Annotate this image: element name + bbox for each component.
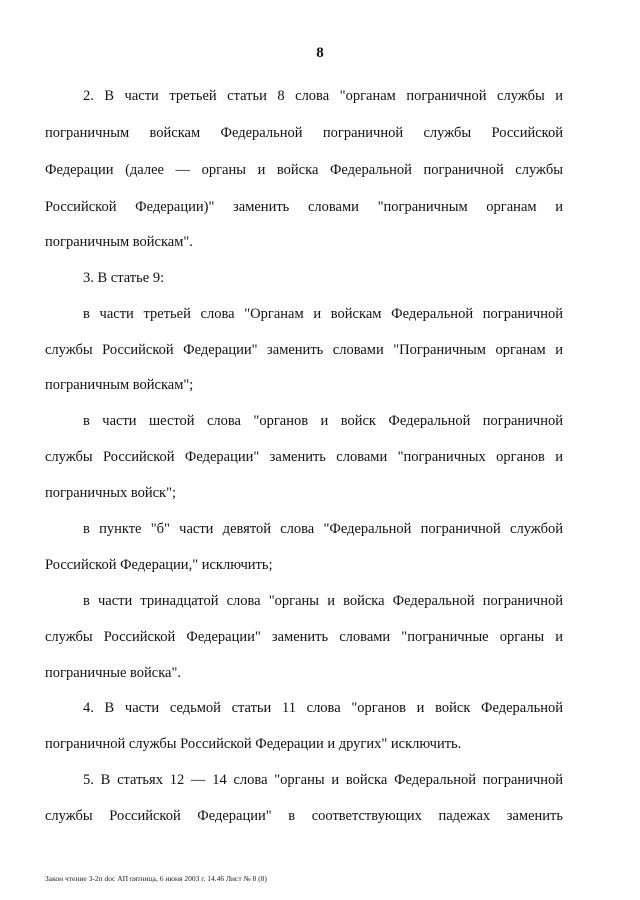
text-line: Российской Федерации)" заменить словами "пограничным органам и <box>45 199 563 215</box>
text-line: 4. В части седьмой статьи 11 слова "органов и войск Федеральной <box>83 700 563 716</box>
text-line: в части третьей слова "Органам и войскам Федеральной пограничной <box>83 306 563 322</box>
text-line: 3. В статье 9: <box>83 270 165 286</box>
text-line: Российской Федерации," исключить; <box>45 557 273 573</box>
document-footer: Закон чтение 3-2п doc АП пятница, 6 июня 2003 г. 14.46 Лист № 8 (8) <box>45 874 267 883</box>
text-line: службы Российской Федерации" заменить словами "Пограничным органам и <box>45 342 563 358</box>
page-number: 8 <box>316 45 324 61</box>
text-line: в пункте "б" части девятой слова "Федеральной пограничной службой <box>83 521 563 537</box>
text-line: в части шестой слова "органов и войск Федеральной пограничной <box>83 413 563 429</box>
text-line: пограничных войск"; <box>45 485 177 501</box>
text-line: 2. В части третьей статьи 8 слова "органам пограничной службы и <box>83 88 563 104</box>
text-line: 5. В статьях 12 — 14 слова "органы и войска Федеральной пограничной <box>83 772 563 788</box>
text-line: службы Российской Федерации" заменить словами "пограничные органы и <box>45 629 563 645</box>
text-line: Федерации (далее — органы и войска Федеральной пограничной службы <box>45 162 563 178</box>
text-line: пограничным войскам Федеральной пограничной службы Российской <box>45 125 563 141</box>
text-line: службы Российской Федерации" в соответствующих падежах заменить <box>45 808 563 824</box>
text-line: службы Российской Федерации" заменить словами "пограничных органов и <box>45 449 563 465</box>
text-line: пограничные войска". <box>45 665 182 681</box>
text-line: пограничной службы Российской Федерации и других" исключить. <box>45 736 462 752</box>
text-line: пограничным войскам"; <box>45 377 194 393</box>
text-line: пограничным войскам". <box>45 234 193 250</box>
text-line: в части тринадцатой слова "органы и войска Федеральной пограничной <box>83 593 563 609</box>
